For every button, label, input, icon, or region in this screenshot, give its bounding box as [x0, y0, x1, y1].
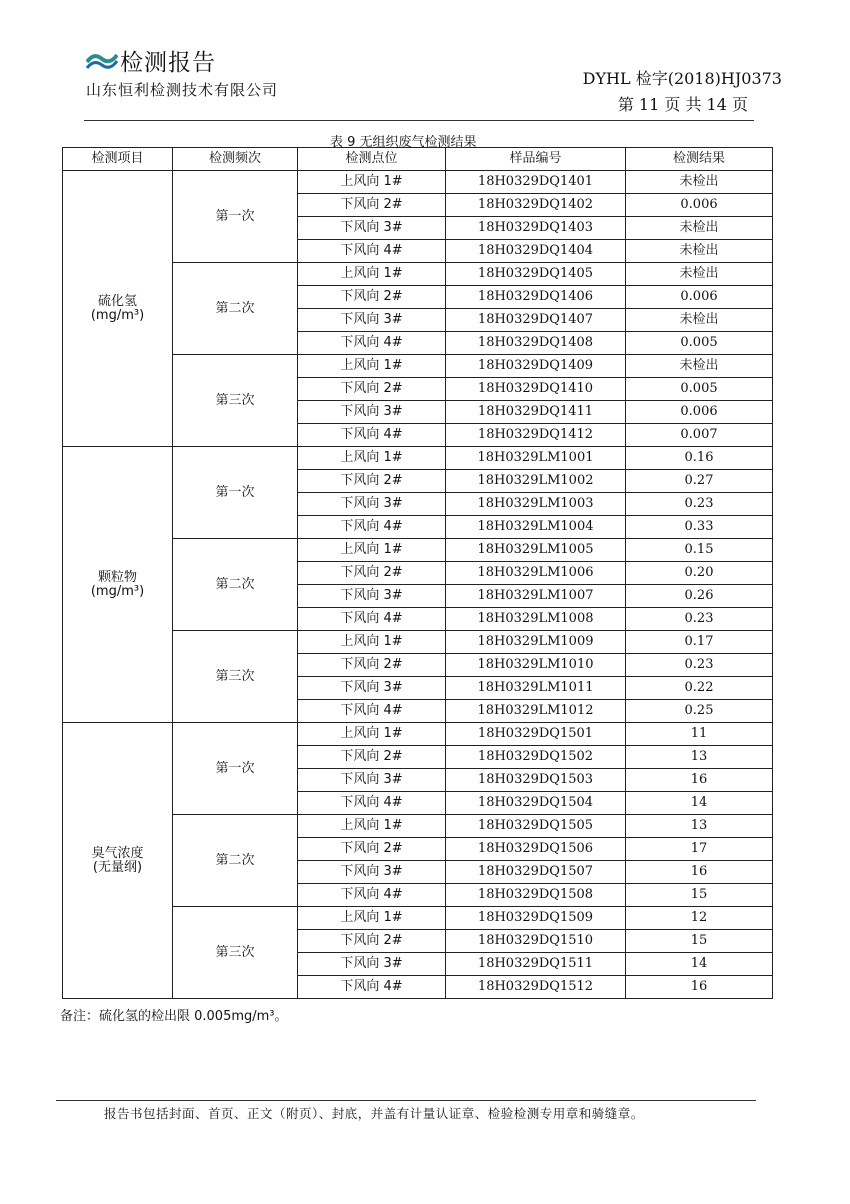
result-cell: 0.17 — [626, 631, 773, 654]
test-item-name: 颗粒物 — [97, 569, 137, 585]
result-cell: 0.005 — [626, 378, 773, 401]
result-cell: 0.006 — [626, 286, 773, 309]
remark-note: 备注：硫化氢的检出限 0.005mg/m³。 — [60, 1009, 288, 1024]
frequency-cell: 第一次 — [173, 171, 298, 263]
sample-id-cell: 18H0329DQ1410 — [446, 378, 626, 401]
result-cell: 15 — [626, 884, 773, 907]
sample-id-cell: 18H0329DQ1501 — [446, 723, 626, 746]
position-cell: 上风向 1# — [298, 355, 446, 378]
frequency-cell: 第三次 — [173, 355, 298, 447]
result-cell: 未检出 — [626, 263, 773, 286]
header-divider — [84, 120, 754, 121]
position-cell: 下风向 2# — [298, 470, 446, 493]
sample-id-cell: 18H0329DQ1503 — [446, 769, 626, 792]
position-cell: 下风向 3# — [298, 953, 446, 976]
test-item-unit: (mg/m³) — [90, 583, 145, 599]
position-cell: 下风向 2# — [298, 654, 446, 677]
position-cell: 下风向 3# — [298, 585, 446, 608]
position-cell: 下风向 3# — [298, 769, 446, 792]
result-cell: 15 — [626, 930, 773, 953]
sample-id-cell: 18H0329DQ1408 — [446, 332, 626, 355]
test-item-name: 臭气浓度 — [91, 845, 144, 861]
result-cell: 13 — [626, 746, 773, 769]
frequency-cell: 第一次 — [173, 447, 298, 539]
sample-id-cell: 18H0329DQ1508 — [446, 884, 626, 907]
footer-divider — [56, 1100, 756, 1101]
position-cell: 下风向 4# — [298, 516, 446, 539]
test-item-name: 硫化氢 — [97, 293, 137, 309]
column-header: 检测项目 — [63, 148, 173, 171]
result-cell: 0.006 — [626, 401, 773, 424]
sample-id-cell: 18H0329LM1010 — [446, 654, 626, 677]
frequency-cell: 第二次 — [173, 539, 298, 631]
position-cell: 下风向 4# — [298, 792, 446, 815]
position-cell: 下风向 2# — [298, 838, 446, 861]
table-header-row — [63, 148, 773, 171]
results-body — [63, 171, 773, 999]
position-cell: 下风向 3# — [298, 309, 446, 332]
position-cell: 上风向 1# — [298, 815, 446, 838]
results-table — [62, 147, 773, 999]
frequency-cell: 第二次 — [173, 263, 298, 355]
column-header: 样品编号 — [446, 148, 626, 171]
result-cell: 0.23 — [626, 654, 773, 677]
sample-id-cell: 18H0329DQ1409 — [446, 355, 626, 378]
column-header: 检测结果 — [626, 148, 773, 171]
sample-id-cell: 18H0329DQ1510 — [446, 930, 626, 953]
result-cell: 未检出 — [626, 240, 773, 263]
result-cell: 0.23 — [626, 608, 773, 631]
result-cell: 11 — [626, 723, 773, 746]
frequency-cell: 第一次 — [173, 723, 298, 815]
position-cell: 上风向 1# — [298, 171, 446, 194]
sample-id-cell: 18H0329DQ1512 — [446, 976, 626, 999]
sample-id-cell: 18H0329DQ1502 — [446, 746, 626, 769]
position-cell: 下风向 3# — [298, 493, 446, 516]
sample-id-cell: 18H0329DQ1402 — [446, 194, 626, 217]
result-cell: 未检出 — [626, 217, 773, 240]
position-cell: 下风向 2# — [298, 286, 446, 309]
result-cell: 0.23 — [626, 493, 773, 516]
result-cell: 0.25 — [626, 700, 773, 723]
table-row — [63, 171, 773, 194]
sample-id-cell: 18H0329DQ1403 — [446, 217, 626, 240]
sample-id-cell: 18H0329LM1009 — [446, 631, 626, 654]
sample-id-cell: 18H0329DQ1509 — [446, 907, 626, 930]
position-cell: 下风向 4# — [298, 700, 446, 723]
sample-id-cell: 18H0329DQ1406 — [446, 286, 626, 309]
sample-id-cell: 18H0329LM1001 — [446, 447, 626, 470]
result-cell: 17 — [626, 838, 773, 861]
result-cell: 16 — [626, 976, 773, 999]
column-header: 检测点位 — [298, 148, 446, 171]
result-cell: 0.006 — [626, 194, 773, 217]
result-cell: 0.33 — [626, 516, 773, 539]
sample-id-cell: 18H0329DQ1412 — [446, 424, 626, 447]
logo-title: 检测报告 — [120, 50, 216, 76]
position-cell: 下风向 3# — [298, 861, 446, 884]
sample-id-cell: 18H0329DQ1401 — [446, 171, 626, 194]
frequency-cell: 第三次 — [173, 631, 298, 723]
position-cell: 下风向 3# — [298, 217, 446, 240]
result-cell: 未检出 — [626, 355, 773, 378]
sample-id-cell: 18H0329LM1007 — [446, 585, 626, 608]
result-cell: 13 — [626, 815, 773, 838]
document-number: DYHL 检字(2018)HJ0373 — [582, 69, 782, 88]
test-item-unit: (mg/m³) — [90, 307, 145, 323]
sample-id-cell: 18H0329DQ1407 — [446, 309, 626, 332]
footer-statement: 报告书包括封面、首页、正文（附页）、封底，并盖有计量认证章、检验检测专用章和骑缝章。 — [104, 1106, 644, 1121]
result-cell: 未检出 — [626, 171, 773, 194]
sample-id-cell: 18H0329LM1002 — [446, 470, 626, 493]
result-cell: 14 — [626, 953, 773, 976]
sample-id-cell: 18H0329DQ1511 — [446, 953, 626, 976]
position-cell: 下风向 2# — [298, 930, 446, 953]
page-number: 第 11 页 共 14 页 — [617, 95, 748, 114]
sample-id-cell: 18H0329LM1003 — [446, 493, 626, 516]
result-cell: 0.20 — [626, 562, 773, 585]
sample-id-cell: 18H0329DQ1405 — [446, 263, 626, 286]
position-cell: 下风向 4# — [298, 240, 446, 263]
test-item-cell — [63, 447, 173, 723]
result-cell: 0.005 — [626, 332, 773, 355]
table-caption: 表 9 无组织废气检测结果 — [330, 135, 477, 150]
position-cell: 上风向 1# — [298, 907, 446, 930]
sample-id-cell: 18H0329DQ1504 — [446, 792, 626, 815]
position-cell: 下风向 3# — [298, 677, 446, 700]
sample-id-cell: 18H0329LM1008 — [446, 608, 626, 631]
result-cell: 0.16 — [626, 447, 773, 470]
test-item-cell — [63, 723, 173, 999]
sample-id-cell: 18H0329DQ1411 — [446, 401, 626, 424]
position-cell: 下风向 4# — [298, 332, 446, 355]
position-cell: 上风向 1# — [298, 263, 446, 286]
sample-id-cell: 18H0329DQ1505 — [446, 815, 626, 838]
frequency-cell: 第二次 — [173, 815, 298, 907]
sample-id-cell: 18H0329DQ1506 — [446, 838, 626, 861]
test-item-unit: (无量纲) — [92, 859, 143, 875]
sample-id-cell: 18H0329LM1011 — [446, 677, 626, 700]
position-cell: 下风向 2# — [298, 194, 446, 217]
company-logo — [86, 44, 216, 77]
wave-logo-icon — [86, 50, 118, 72]
position-cell: 上风向 1# — [298, 447, 446, 470]
position-cell: 上风向 1# — [298, 631, 446, 654]
sample-id-cell: 18H0329LM1004 — [446, 516, 626, 539]
position-cell: 下风向 4# — [298, 424, 446, 447]
result-cell: 16 — [626, 861, 773, 884]
result-cell: 0.27 — [626, 470, 773, 493]
sample-id-cell: 18H0329LM1012 — [446, 700, 626, 723]
sample-id-cell: 18H0329DQ1404 — [446, 240, 626, 263]
position-cell: 下风向 4# — [298, 976, 446, 999]
result-cell: 未检出 — [626, 309, 773, 332]
position-cell: 下风向 4# — [298, 608, 446, 631]
position-cell: 下风向 2# — [298, 562, 446, 585]
position-cell: 下风向 3# — [298, 401, 446, 424]
table-row — [63, 447, 773, 470]
test-item-cell — [63, 171, 173, 447]
sample-id-cell: 18H0329LM1006 — [446, 562, 626, 585]
result-cell: 0.22 — [626, 677, 773, 700]
sample-id-cell: 18H0329LM1005 — [446, 539, 626, 562]
result-cell: 0.007 — [626, 424, 773, 447]
result-cell: 16 — [626, 769, 773, 792]
company-name: 山东恒利检测技术有限公司 — [86, 81, 279, 99]
result-cell: 14 — [626, 792, 773, 815]
position-cell: 下风向 4# — [298, 884, 446, 907]
sample-id-cell: 18H0329DQ1507 — [446, 861, 626, 884]
position-cell: 上风向 1# — [298, 539, 446, 562]
result-cell: 12 — [626, 907, 773, 930]
position-cell: 上风向 1# — [298, 723, 446, 746]
position-cell: 下风向 2# — [298, 378, 446, 401]
column-header: 检测频次 — [173, 148, 298, 171]
position-cell: 下风向 2# — [298, 746, 446, 769]
frequency-cell: 第三次 — [173, 907, 298, 999]
result-cell: 0.15 — [626, 539, 773, 562]
table-row — [63, 723, 773, 746]
result-cell: 0.26 — [626, 585, 773, 608]
